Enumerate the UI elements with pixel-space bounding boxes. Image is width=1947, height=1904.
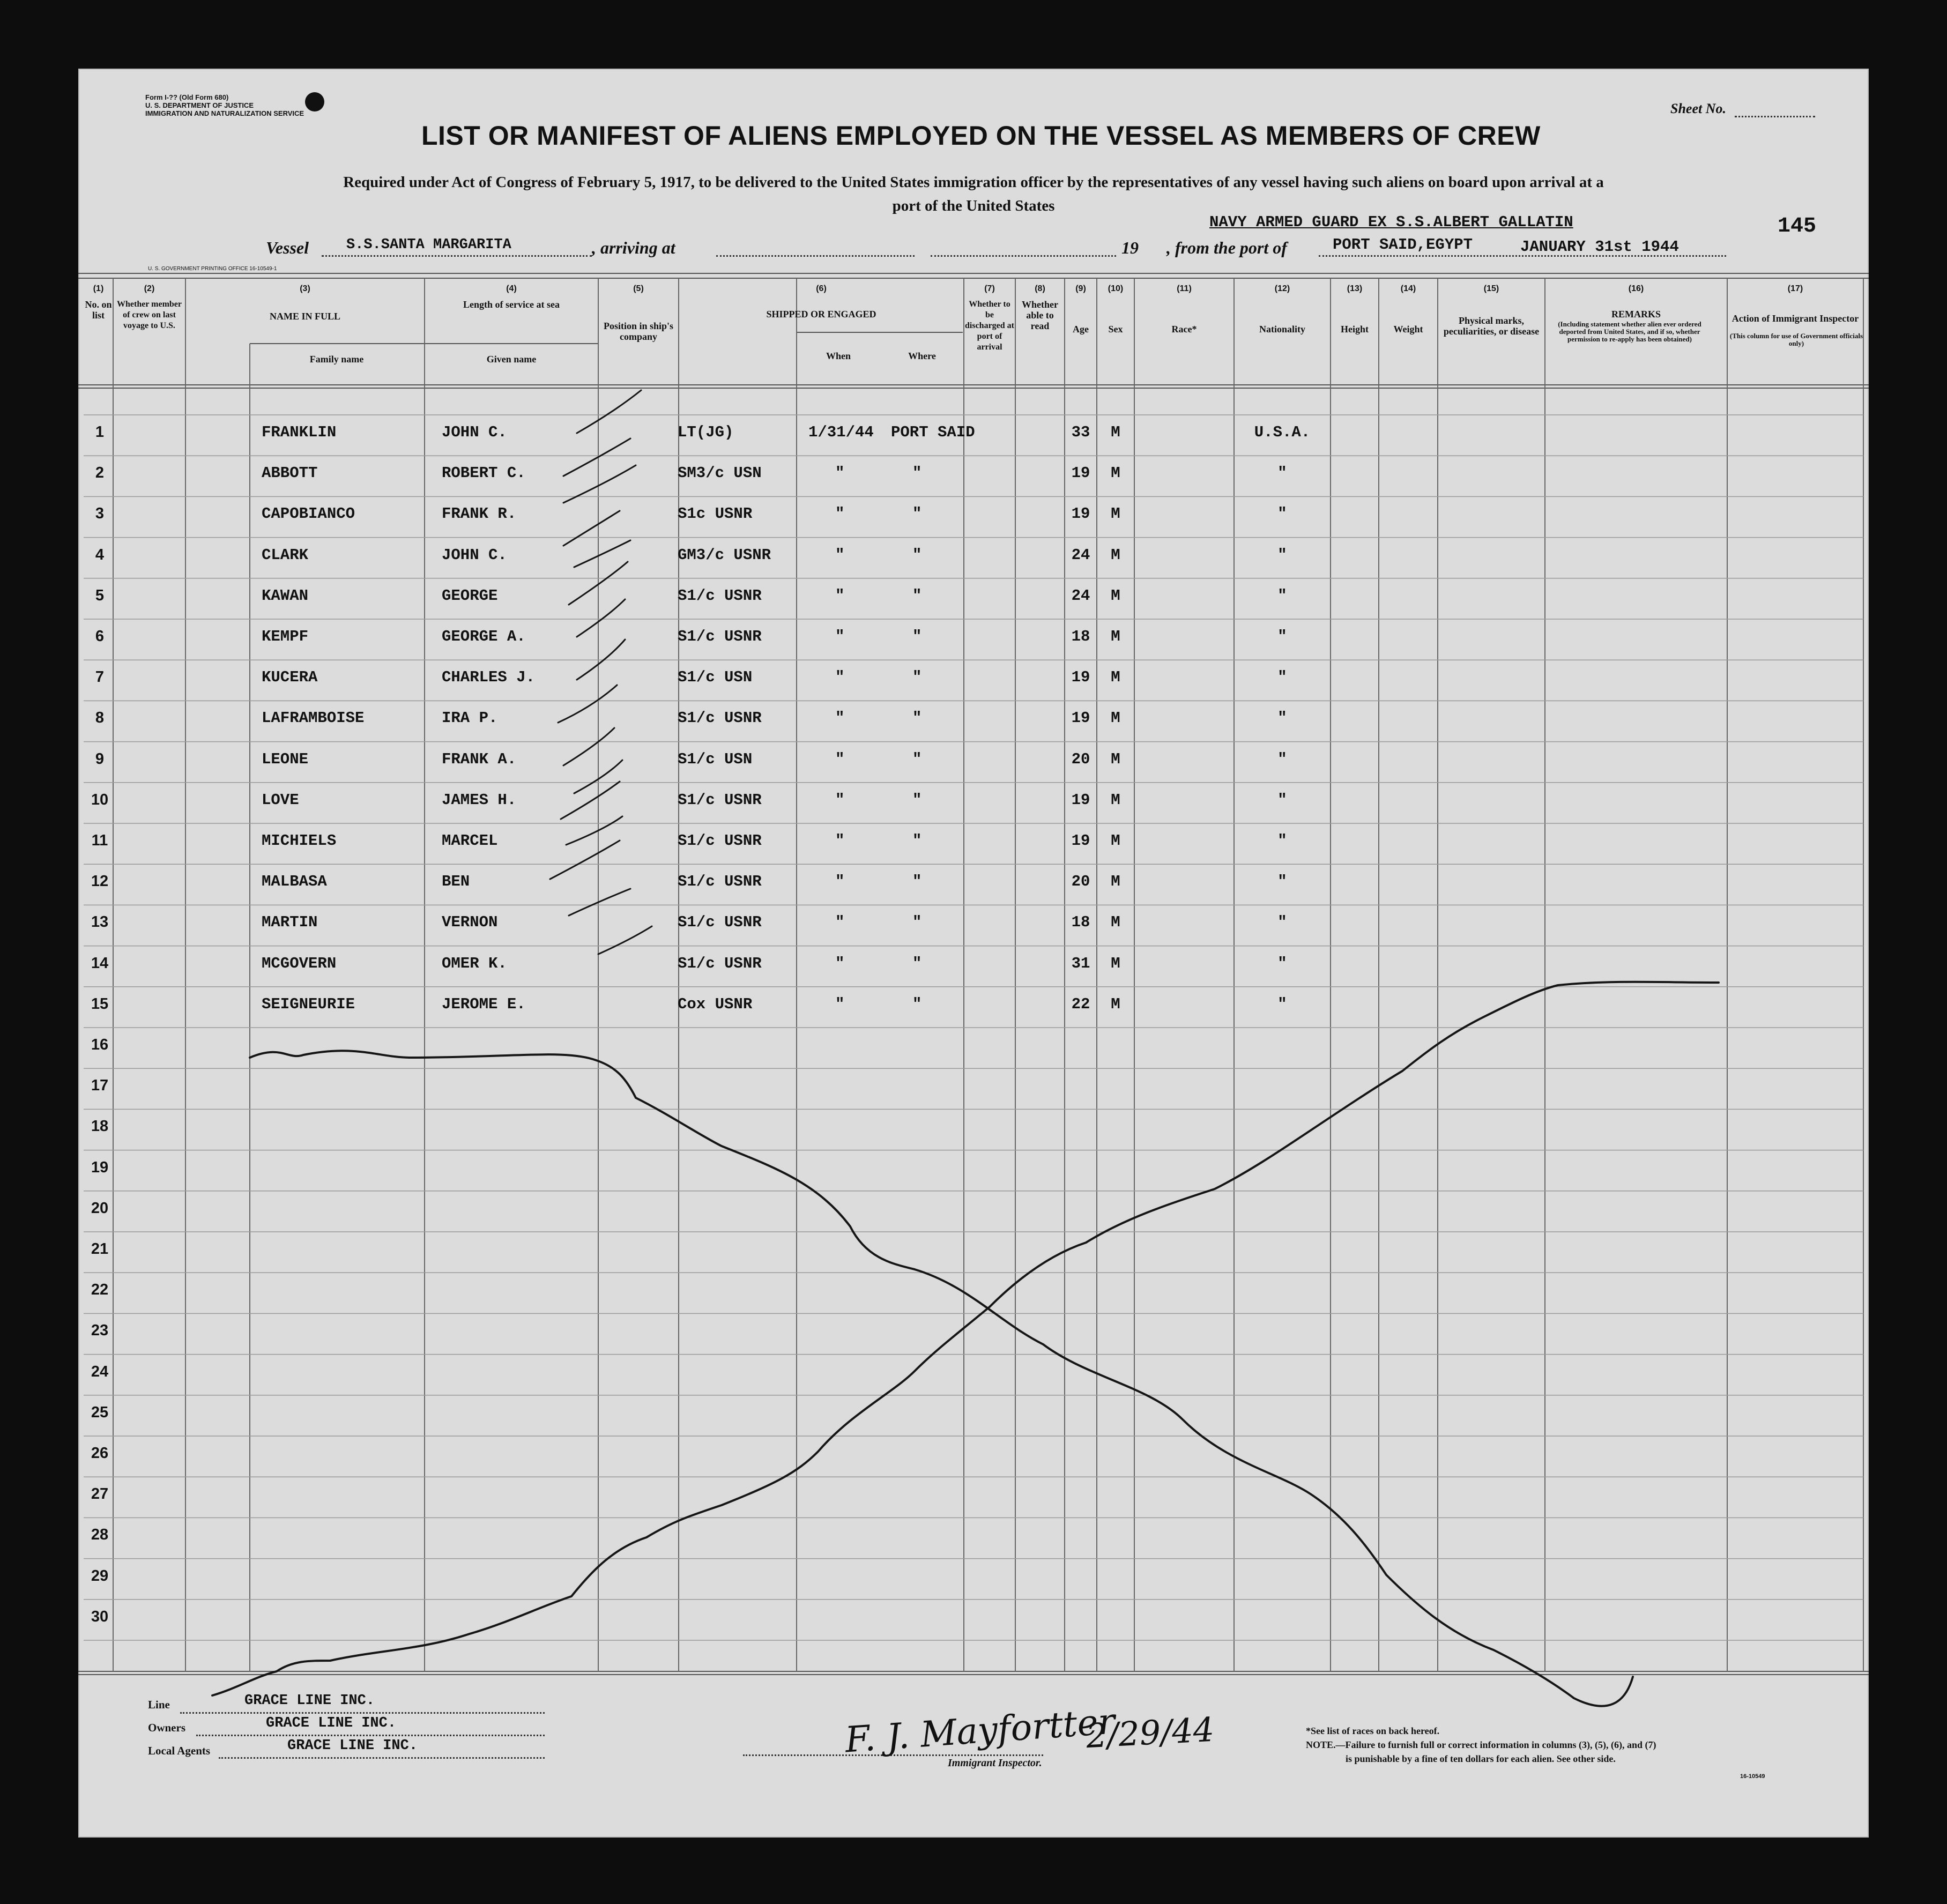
sex-cell: M <box>1111 995 1120 1013</box>
sex-cell: M <box>1111 750 1120 768</box>
column-number: (2) <box>144 284 155 293</box>
given-name-cell: JOHN C. <box>442 546 507 564</box>
row-number: 25 <box>91 1403 109 1421</box>
form-code: 16-10549 <box>1740 1773 1765 1780</box>
row-number: 23 <box>91 1322 109 1340</box>
column-header: Weight <box>1393 324 1423 334</box>
position-cell: S1/c USNR <box>678 954 762 972</box>
age-cell: 19 <box>1071 505 1090 523</box>
vessel-name: S.S.SANTA MARGARITA <box>346 237 511 253</box>
column-number: (8) <box>1035 284 1045 293</box>
signature-date: 2/29/44 <box>1085 1709 1215 1756</box>
local-agents-label: Local Agents <box>148 1744 211 1757</box>
line-value: GRACE LINE INC. <box>244 1693 375 1709</box>
given-name-cell: MARCEL <box>442 832 498 850</box>
shipped-where-cell: " <box>912 750 922 768</box>
nationality-cell: " <box>1277 832 1287 850</box>
position-cell: SM3/c USN <box>678 464 762 482</box>
shipped-when-cell: 1/31/44 <box>808 423 874 441</box>
given-name-cell: BEN <box>442 873 470 891</box>
nationality-cell: " <box>1277 464 1287 482</box>
nationality-cell: " <box>1277 546 1287 564</box>
nationality-cell: " <box>1277 873 1287 891</box>
from-port: PORT SAID,EGYPT <box>1333 236 1473 254</box>
row-number: 24 <box>91 1363 109 1380</box>
family-name-cell: MICHIELS <box>262 832 337 850</box>
column-header: Age <box>1073 324 1089 334</box>
column-header: Length of service at sea <box>463 299 560 310</box>
remarks-note: (Including statement whether alien ever ordered deported from United States, and if so, whether permission to re-apply has been obtained) <box>1558 320 1701 343</box>
column-number: (9) <box>1075 284 1086 293</box>
shipped-when-cell: " <box>835 995 845 1013</box>
row-number: 21 <box>91 1240 109 1258</box>
family-name-cell: LAFRAMBOISE <box>262 709 365 727</box>
shipped-where-cell: " <box>912 832 922 850</box>
shipped-when-cell: " <box>835 668 845 687</box>
family-name-cell: LOVE <box>262 791 299 809</box>
family-name-cell: SEIGNEURIE <box>262 995 355 1013</box>
column-number: (15) <box>1483 284 1499 293</box>
owners-value: GRACE LINE INC. <box>266 1715 397 1731</box>
position-cell: S1/c USNR <box>678 586 762 605</box>
position-cell: S1c USNR <box>678 505 753 523</box>
column-number: (10) <box>1108 284 1124 293</box>
row-number: 6 <box>95 628 105 645</box>
nationality-cell: " <box>1277 791 1287 809</box>
shipped-when-cell: " <box>835 913 845 932</box>
row-number: 28 <box>91 1526 109 1544</box>
year-prefix: 19 <box>1121 238 1139 257</box>
shipped-where-cell: " <box>912 791 922 809</box>
row-number: 22 <box>91 1281 109 1299</box>
column-header: Physical marks, peculiarities, or disease <box>1443 315 1540 337</box>
printing-office-note: U. S. GOVERNMENT PRINTING OFFICE 16-10549-1 <box>148 266 277 272</box>
age-cell: 19 <box>1071 832 1090 850</box>
column-header: Whether member of crew on last voyage to U.S. <box>117 300 182 330</box>
nationality-cell: " <box>1277 954 1287 972</box>
page-title: LIST OR MANIFEST OF ALIENS EMPLOYED ON THE VESSEL AS MEMBERS OF CREW <box>421 121 1541 151</box>
navy-note: NAVY ARMED GUARD EX S.S.ALBERT GALLATIN <box>1209 213 1573 231</box>
shipped-where-cell: " <box>912 995 922 1013</box>
shipped-when-cell: " <box>835 750 845 768</box>
sex-cell: M <box>1111 668 1120 687</box>
shipped-where-cell: " <box>912 505 922 523</box>
footnote-line: NOTE.—Failure to furnish full or correct information in columns (3), (5), (6), and (7) <box>1306 1739 1656 1750</box>
given-name-cell: FRANK A. <box>442 750 517 768</box>
position-cell: S1/c USNR <box>678 628 762 645</box>
vessel-label: Vessel <box>266 238 309 257</box>
family-name-cell: CAPOBIANCO <box>262 505 355 523</box>
footnote-line: *See list of races on back hereof. <box>1306 1726 1440 1736</box>
family-name-cell: MALBASA <box>262 873 327 891</box>
owners-label: Owners <box>148 1721 185 1734</box>
sex-cell: M <box>1111 873 1120 891</box>
column-number: (11) <box>1177 284 1192 293</box>
column-header: Height <box>1341 324 1369 334</box>
column-number: (17) <box>1787 284 1803 293</box>
line-label: Line <box>148 1698 170 1711</box>
departure-date: JANUARY 31st 1944 <box>1520 238 1679 256</box>
family-name-cell: CLARK <box>262 546 309 564</box>
from-port-label: , from the port of <box>1166 238 1287 257</box>
family-name-cell: LEONE <box>262 750 309 768</box>
given-name-cell: VERNON <box>442 913 498 932</box>
nationality-cell: " <box>1277 668 1287 687</box>
age-cell: 33 <box>1071 423 1090 441</box>
row-number: 4 <box>95 546 105 563</box>
subtitle-line: Required under Act of Congress of February 5, 1917, to be delivered to the United States immigration officer by the representatives of any vessel having such aliens on board upon arrival at a <box>343 174 1604 191</box>
sex-cell: M <box>1111 954 1120 972</box>
arriving-label: , arriving at <box>592 238 675 257</box>
row-number: 5 <box>95 586 105 604</box>
age-cell: 20 <box>1071 750 1090 768</box>
form-id-line: Form I-?? (Old Form 680) <box>145 93 229 101</box>
shipped-when-cell: " <box>835 954 845 972</box>
shipped-when-cell: " <box>835 546 845 564</box>
sex-cell: M <box>1111 586 1120 605</box>
position-cell: S1/c USNR <box>678 709 762 727</box>
form-id-line: U. S. DEPARTMENT OF JUSTICE <box>145 101 254 109</box>
row-number: 11 <box>91 832 108 849</box>
row-number: 2 <box>95 464 105 482</box>
manifest-sheet <box>78 69 1869 1838</box>
position-cell: GM3/c USNR <box>678 546 771 564</box>
when-subheader: When <box>826 351 851 361</box>
row-number: 20 <box>91 1199 109 1217</box>
shipped-where-cell: PORT SAID <box>891 423 975 441</box>
page-subtitle <box>169 170 1778 218</box>
column-number: (16) <box>1628 284 1644 293</box>
shipped-when-cell: " <box>835 791 845 809</box>
sex-cell: M <box>1111 464 1120 482</box>
column-header: REMARKS <box>1611 309 1661 319</box>
given-name-cell: OMER K. <box>442 954 507 972</box>
vessel-line <box>322 255 592 257</box>
column-number: (13) <box>1347 284 1363 293</box>
shipped-where-cell: " <box>912 913 922 932</box>
sheet-number-label: Sheet No. <box>1670 101 1726 116</box>
form-id <box>145 93 304 117</box>
ink-blot <box>305 92 324 111</box>
age-cell: 19 <box>1071 709 1090 727</box>
family-name-cell: KEMPF <box>262 628 309 645</box>
shipped-where-cell: " <box>912 546 922 564</box>
sex-cell: M <box>1111 832 1120 850</box>
agents-dots <box>219 1757 545 1759</box>
sex-cell: M <box>1111 546 1120 564</box>
position-cell: S1/c USNR <box>678 873 762 891</box>
family-name-cell: MARTIN <box>262 913 318 932</box>
column-header: Position in ship's company <box>603 321 674 342</box>
given-name-cell: GEORGE A. <box>442 628 526 645</box>
given-name-cell: GEORGE <box>442 586 498 605</box>
row-number: 30 <box>91 1608 109 1625</box>
row-number: 16 <box>91 1036 109 1053</box>
family-name-cell: MCGOVERN <box>262 954 337 972</box>
age-cell: 19 <box>1071 464 1090 482</box>
row-number: 17 <box>91 1077 109 1095</box>
shipped-where-cell: " <box>912 628 922 645</box>
column-number: (6) <box>816 284 827 293</box>
age-cell: 19 <box>1071 668 1090 687</box>
row-number: 12 <box>91 873 109 890</box>
column-number: (3) <box>300 284 310 293</box>
shipped-when-cell: " <box>835 464 845 482</box>
column-number: (7) <box>984 284 995 293</box>
position-cell: S1/c USN <box>678 668 753 687</box>
shipped-where-cell: " <box>912 954 922 972</box>
row-number: 18 <box>91 1118 109 1135</box>
column-header: NAME IN FULL <box>269 311 340 322</box>
row-number: 19 <box>91 1158 109 1176</box>
given-name-cell: JAMES H. <box>442 791 517 809</box>
shipped-when-cell: " <box>835 586 845 605</box>
footnote <box>1306 1724 1656 1766</box>
nationality-cell: " <box>1277 750 1287 768</box>
position-cell: S1/c USN <box>678 750 753 768</box>
row-number: 9 <box>95 750 105 768</box>
age-cell: 31 <box>1071 954 1090 972</box>
column-header: Whether able to read <box>1022 299 1058 331</box>
position-cell: LT(JG) <box>678 423 734 441</box>
column-header: Action of Immigrant Inspector <box>1732 313 1859 324</box>
line-dots <box>180 1712 545 1714</box>
sex-cell: M <box>1111 791 1120 809</box>
given-name-cell: JOHN C. <box>442 423 507 441</box>
inspector-signature: F. J. Mayfortter <box>843 1700 1117 1761</box>
position-cell: S1/c USNR <box>678 832 762 850</box>
position-cell: S1/c USNR <box>678 791 762 809</box>
footnote-line: is punishable by a fine of ten dollars for each alien. See other side. <box>1346 1753 1616 1764</box>
row-number: 1 <box>95 423 105 441</box>
row-number: 26 <box>91 1445 109 1462</box>
age-cell: 18 <box>1071 628 1090 645</box>
column-number: (14) <box>1400 284 1416 293</box>
row-number: 14 <box>91 954 109 972</box>
column-number: (5) <box>633 284 644 293</box>
given-name-cell: IRA P. <box>442 709 498 727</box>
given-name-subheader: Given name <box>486 354 537 365</box>
local-agents-value: GRACE LINE INC. <box>287 1738 418 1754</box>
row-number: 29 <box>91 1567 109 1585</box>
given-name-cell: FRANK R. <box>442 505 517 523</box>
age-cell: 24 <box>1071 586 1090 605</box>
sex-cell: M <box>1111 913 1120 932</box>
given-name-cell: JEROME E. <box>442 995 526 1013</box>
shipped-when-cell: " <box>835 832 845 850</box>
nationality-cell: " <box>1277 505 1287 523</box>
row-number: 3 <box>95 505 105 523</box>
shipped-where-cell: " <box>912 709 922 727</box>
given-name-cell: CHARLES J. <box>442 668 536 687</box>
row-number: 10 <box>91 791 109 808</box>
sex-cell: M <box>1111 709 1120 727</box>
column-header: Sex <box>1108 324 1123 334</box>
row-number: 15 <box>91 995 109 1013</box>
family-name-cell: ABBOTT <box>262 464 318 482</box>
age-cell: 19 <box>1071 791 1090 809</box>
sheet-number-line <box>1735 116 1815 117</box>
column-number: (4) <box>506 284 517 293</box>
nationality-cell: " <box>1277 995 1287 1013</box>
column-number: (1) <box>93 284 104 293</box>
nationality-cell: " <box>1277 628 1287 645</box>
shipped-when-cell: " <box>835 873 845 891</box>
age-cell: 20 <box>1071 873 1090 891</box>
sex-cell: M <box>1111 423 1120 441</box>
family-name-subheader: Family name <box>309 354 364 365</box>
family-name-cell: FRANKLIN <box>262 423 337 441</box>
age-cell: 22 <box>1071 995 1090 1013</box>
column-number: (12) <box>1274 284 1290 293</box>
form-id-line: IMMIGRATION AND NATURALIZATION SERVICE <box>145 109 304 117</box>
position-cell: S1/c USNR <box>678 913 762 932</box>
nationality-cell: " <box>1277 913 1287 932</box>
shipped-where-cell: " <box>912 586 922 605</box>
page-number: 145 <box>1778 214 1817 239</box>
column-header: SHIPPED OR ENGAGED <box>766 309 876 319</box>
shipped-where-cell: " <box>912 668 922 687</box>
column-header: Race* <box>1171 324 1197 334</box>
nationality-cell: U.S.A. <box>1254 423 1311 441</box>
sex-cell: M <box>1111 628 1120 645</box>
nationality-cell: " <box>1277 709 1287 727</box>
shipped-where-cell: " <box>912 464 922 482</box>
shipped-when-cell: " <box>835 628 845 645</box>
sex-cell: M <box>1111 505 1120 523</box>
subtitle-line: port of the United States <box>892 197 1055 214</box>
owners-dots <box>196 1735 545 1736</box>
where-subheader: Where <box>908 351 936 361</box>
shipped-when-cell: " <box>835 709 845 727</box>
shipped-when-cell: " <box>835 505 845 523</box>
column-header: No. on list <box>85 299 112 321</box>
nationality-cell: " <box>1277 586 1287 605</box>
inspector-label: Immigrant Inspector. <box>948 1757 1042 1769</box>
row-number: 8 <box>95 709 105 727</box>
column-header: Whether to be discharged at port of arrival <box>965 300 1014 352</box>
row-number: 7 <box>95 668 105 686</box>
age-cell: 24 <box>1071 546 1090 564</box>
position-cell: Cox USNR <box>678 995 753 1013</box>
family-name-cell: KAWAN <box>262 586 309 605</box>
row-number: 27 <box>91 1485 109 1503</box>
column-header: Nationality <box>1259 324 1305 334</box>
shipped-where-cell: " <box>912 873 922 891</box>
row-number: 13 <box>91 913 109 931</box>
given-name-cell: ROBERT C. <box>442 464 526 482</box>
family-name-cell: KUCERA <box>262 668 318 687</box>
arriving-line <box>931 255 1116 257</box>
action-note: (This column for use of Government officials only) <box>1729 332 1863 347</box>
arriving-line <box>716 255 915 257</box>
age-cell: 18 <box>1071 913 1090 932</box>
